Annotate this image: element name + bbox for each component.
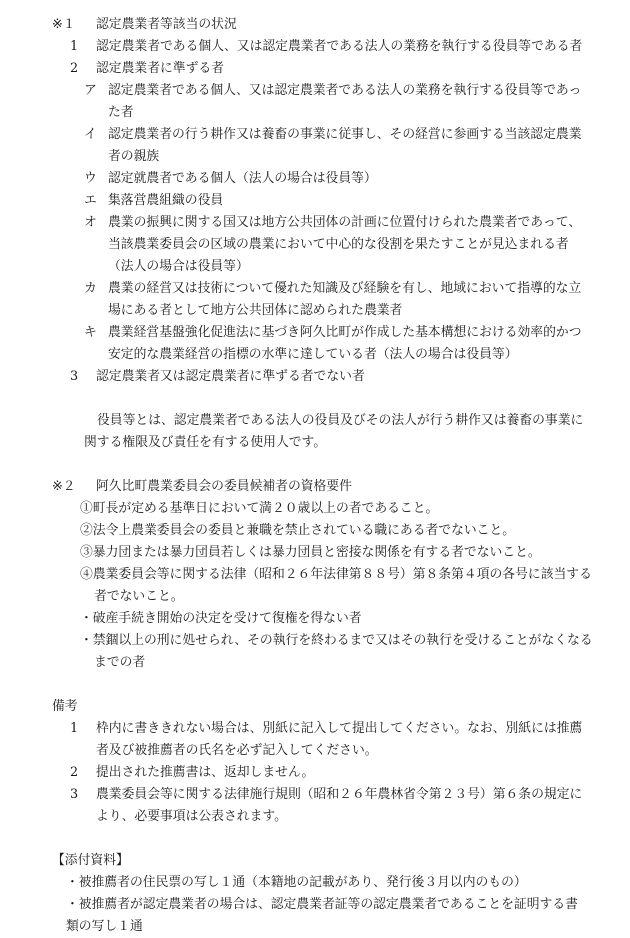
remark-3 <box>0 784 630 828</box>
officer-note-text: 役員等とは、認定農業者である法人の役員及びその法人が行う耕作又は養畜の事業に関する権限及び責任を有する使用人です。 <box>84 413 584 450</box>
requirement-1 <box>0 498 630 520</box>
subitem-text: 農業の振興に関する国又は地方公共団体の計画に位置付けられた農業者であって、当該農業委員会の区域の農業において中心的な役割を果たすことが見込まれる者（法人の場合は役員等） <box>108 215 582 274</box>
note1-item-text: 認定農業者又は認定農業者に準ずる者でない者 <box>96 369 365 384</box>
subitem-kana: キ <box>84 325 97 340</box>
attachment-text: ・被推薦者が認定農業者の場合は、認定農業者証等の認定農業者であることを証明する書類の写し１通 <box>66 897 578 934</box>
note1-item-num: 3 <box>70 369 79 384</box>
attachment-1 <box>0 872 630 894</box>
attachment-text: ・被推薦者の住民票の写し１通（本籍地の記載があり、発行後３月以内のもの） <box>66 875 527 890</box>
note1-subitem-i <box>0 124 630 168</box>
subitem-text: 認定農業者である個人、又は認定農業者である法人の業務を執行する役員等であった者 <box>108 83 582 120</box>
remark-num: 3 <box>70 787 79 802</box>
officer-note <box>0 410 630 454</box>
note2-mark: ※２ <box>52 479 76 494</box>
subitem-text: 認定農業者の行う耕作又は養畜の事業に従事し、その経営に参画する当該認定農業者の親族 <box>108 127 582 164</box>
bullet-text: ・禁錮以上の刑に処せられ、その執行を終わるまで又はその執行を受けることがなくなるまでの者 <box>80 633 593 670</box>
requirement-bullet-2 <box>0 630 630 674</box>
subitem-text: 認定就農者である個人（法人の場合は役員等） <box>108 171 377 186</box>
subitem-kana: カ <box>84 281 97 296</box>
note1-item-num: 2 <box>70 61 79 76</box>
subitem-kana: ア <box>84 83 97 98</box>
note1-item-2 <box>0 58 630 80</box>
attachments-heading-text: 【添付資料】 <box>52 853 129 868</box>
remarks-heading <box>0 696 630 718</box>
note1-title: 認定農業者等該当の状況 <box>96 17 237 32</box>
bullet-text: ・破産手続き開始の決定を受けて復権を得ない者 <box>80 611 362 626</box>
note1-subitem-o <box>0 212 630 278</box>
requirement-bullet-1 <box>0 608 630 630</box>
note1-heading <box>0 14 630 36</box>
requirement-text: ①町長が定める基準日において満２０歳以上の者であること。 <box>80 501 439 516</box>
note1-mark: ※１ <box>52 17 76 32</box>
requirement-4 <box>0 564 630 608</box>
remark-text: 提出された推薦書は、返却しません。 <box>96 765 315 780</box>
remark-text: 農業委員会等に関する法律施行規則（昭和２６年農林省令第２３号）第６条の規定により、必要事項は公表されます。 <box>96 787 583 824</box>
requirement-3 <box>0 542 630 564</box>
note1-subitem-u <box>0 168 630 190</box>
subitem-text: 農業の経営又は技術について優れた知識及び経験を有し、地域において指導的な立場にある者として地方公共団体に認められた農業者 <box>108 281 582 318</box>
attachment-2 <box>0 894 630 938</box>
subitem-kana: ウ <box>84 171 97 186</box>
subitem-text: 集落営農組織の役員 <box>108 193 224 208</box>
remark-num: 2 <box>70 765 79 780</box>
subitem-text: 農業経営基盤強化促進法に基づき阿久比町が作成した基本構想における効率的かつ安定的な農業経営の指標の水準に達している者（法人の場合は役員等） <box>108 325 582 362</box>
note1-item-text: 認定農業者である個人、又は認定農業者である法人の業務を執行する役員等である者 <box>96 39 583 54</box>
note1-item-3 <box>0 366 630 388</box>
note1-subitem-ki <box>0 322 630 366</box>
remark-1 <box>0 718 630 762</box>
requirement-text: ④農業委員会等に関する法律（昭和２６年法律第８８号）第８条第４項の各号に該当する者でないこと。 <box>80 567 592 604</box>
attachments-heading <box>0 850 630 872</box>
remarks-heading-text: 備考 <box>52 699 78 714</box>
subitem-kana: エ <box>84 193 97 208</box>
requirement-text: ③暴力団または暴力団員若しくは暴力団員と密接な関係を有する者でないこと。 <box>80 545 541 560</box>
note2-title: 阿久比町農業委員会の委員候補者の資格要件 <box>96 479 352 494</box>
note1-subitem-e <box>0 190 630 212</box>
note1-item-text: 認定農業者に準ずる者 <box>96 61 224 76</box>
subitem-kana: オ <box>84 215 97 230</box>
requirement-text: ②法令上農業委員会の委員と兼職を禁止されている職にある者でないこと。 <box>80 523 516 538</box>
requirement-2 <box>0 520 630 542</box>
remark-num: 1 <box>70 721 79 736</box>
note2-heading <box>0 476 630 498</box>
note1-item-num: 1 <box>70 39 79 54</box>
note1-subitem-ka <box>0 278 630 322</box>
note1-subitem-a <box>0 80 630 124</box>
subitem-kana: イ <box>84 127 97 142</box>
remark-text: 枠内に書ききれない場合は、別紙に記入して提出してください。なお、別紙には推薦者及び被推薦者の氏名を必ず記入してください。 <box>96 721 583 758</box>
remark-2 <box>0 762 630 784</box>
document <box>0 14 630 938</box>
note1-item-1 <box>0 36 630 58</box>
